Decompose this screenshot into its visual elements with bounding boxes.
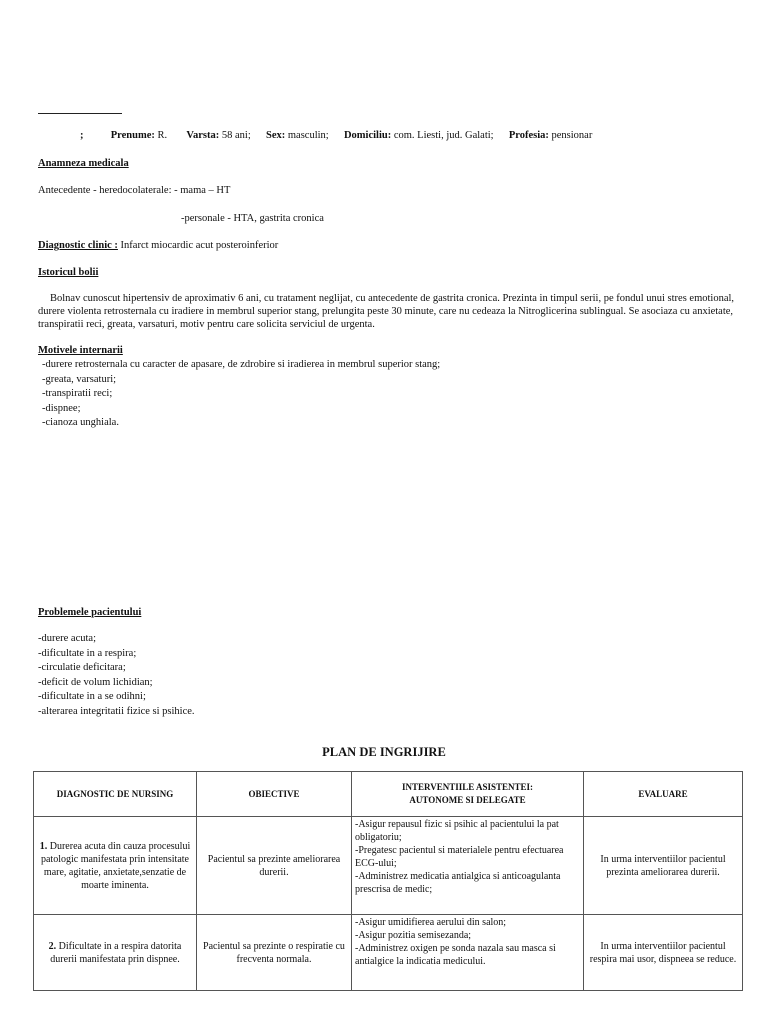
header-obiective: OBIECTIVE xyxy=(197,772,352,817)
list-item: -deficit de volum lichidian; xyxy=(38,676,153,688)
table-header-row xyxy=(34,772,743,817)
istoric-text: Bolnav cunoscut hipertensiv de aproximativ 6 ani, cu tratament neglijat, cu antecedente de gastrita cronica. Prezinta in timpul serii, pe fondul unui stres emotional, durere violenta retrosternala cu iradiere in membrul superior stang, prelungita peste 30 minute, care nu cedeaza la Nitroglicerina sublingual. Se asociaza cu anxietate, transpiratii reci, greata, varsaturi, motiv pentru care solicita serviciul de urgenta. xyxy=(38,293,735,330)
header-diagnostic: DIAGNOSTIC DE NURSING xyxy=(34,772,197,817)
row-number: 1. xyxy=(39,840,48,852)
varsta-value: 58 ani; xyxy=(221,130,251,141)
varsta-label: Varsta: xyxy=(186,130,220,141)
table-row xyxy=(34,817,743,915)
interventie-item: -Pregatesc pacientul si materialele pentru efectuarea ECG-ului; xyxy=(355,845,564,869)
interventie-item: -Asigur repausul fizic si psihic al pacientului la pat obligatoriu; xyxy=(355,819,559,843)
row-diagnostic-text: Durerea acuta din cauza procesului patologic manifestata prin intensitate mare, agitatie, anxietate,senzatie de moarte iminenta. xyxy=(40,840,191,891)
care-plan-table xyxy=(33,771,743,991)
row-interventii xyxy=(352,915,584,991)
anamneza-line-personale: -personale - HTA, gastrita cronica xyxy=(181,213,324,224)
interventie-item: -Administrez oxigen pe sonda nazala sau masca si antialgice la indicatia medicului. xyxy=(355,943,556,967)
prenume-label: Prenume: xyxy=(110,130,155,141)
row-evaluare: In urma interventiilor pacientul respira mai usor, dispneea se reduce. xyxy=(584,915,743,991)
domiciliu-value: com. Liesti, jud. Galati; xyxy=(393,130,494,141)
row-diagnostic-text: Dificultate in a respira datorita durerii manifestata prin dispnee. xyxy=(50,940,182,965)
row-diagnostic xyxy=(34,817,197,915)
header-evaluare: EVALUARE xyxy=(584,772,743,817)
prenume-value: R. xyxy=(157,130,168,141)
list-item: -dispnee; xyxy=(42,402,81,414)
header-interventii xyxy=(352,772,584,817)
list-item: -dificultate in a respira; xyxy=(38,647,137,659)
motive-heading: Motivele internarii xyxy=(38,345,123,356)
semicolon: ; xyxy=(80,130,84,141)
sex-value: masculin; xyxy=(287,130,329,141)
patient-info-line xyxy=(80,129,592,142)
anamneza-line-heredocolaterale: Antecedente - heredocolaterale: - mama – HT xyxy=(38,185,231,196)
domiciliu-label: Domiciliu: xyxy=(343,130,392,141)
plan-title: PLAN DE INGRIJIRE xyxy=(322,745,446,759)
interventie-item: -Asigur umidifierea aerului din salon; xyxy=(355,917,507,928)
header-interventii-line1: INTERVENTIILE ASISTENTEI: xyxy=(402,782,533,792)
row-obiectiv: Pacientul sa prezinte ameliorarea durerii. xyxy=(197,817,352,915)
list-item: -circulatie deficitara; xyxy=(38,662,126,673)
row-number: 2. xyxy=(48,940,57,952)
row-evaluare: In urma interventiilor pacientul prezinta ameliorarea durerii. xyxy=(584,817,743,915)
list-item: -durere retrosternala cu caracter de apasare, de zdrobire si iradierea in membrul superior stang; xyxy=(42,359,441,370)
probleme-list xyxy=(38,632,195,719)
table-row xyxy=(34,915,743,991)
diagnostic-clinic xyxy=(38,239,278,252)
diagnostic-value: Infarct miocardic acut posteroinferior xyxy=(120,240,279,251)
sex-label: Sex: xyxy=(266,130,286,141)
motive-list xyxy=(42,358,440,431)
profesia-value: pensionar xyxy=(551,130,593,141)
row-obiectiv: Pacientul sa prezinte o respiratie cu frecventa normala. xyxy=(197,915,352,991)
interventie-item: -Administrez medicatia antialgica si anticoagulanta prescrisa de medic; xyxy=(355,871,561,895)
list-item: -dificultate in a se odihni; xyxy=(38,691,146,702)
header-interventii-line2: AUTONOME SI DELEGATE xyxy=(409,795,526,805)
diagnostic-label: Diagnostic clinic : xyxy=(38,240,118,251)
list-item: -transpiratii reci; xyxy=(42,388,113,399)
list-item: -alterarea integritatii fizice si psihice. xyxy=(38,705,195,717)
list-item: -greata, varsaturi; xyxy=(42,373,117,385)
row-interventii xyxy=(352,817,584,915)
row-diagnostic xyxy=(34,915,197,991)
list-item: -durere acuta; xyxy=(38,633,97,644)
interventie-item: -Asigur pozitia semisezanda; xyxy=(355,930,472,941)
top-rule xyxy=(38,113,122,114)
istoric-heading: Istoricul bolii xyxy=(38,267,99,278)
probleme-heading: Problemele pacientului xyxy=(38,607,142,618)
profesia-label: Profesia: xyxy=(508,130,549,141)
list-item: -cianoza unghiala. xyxy=(42,417,119,428)
anamneza-heading: Anamneza medicala xyxy=(38,158,129,169)
